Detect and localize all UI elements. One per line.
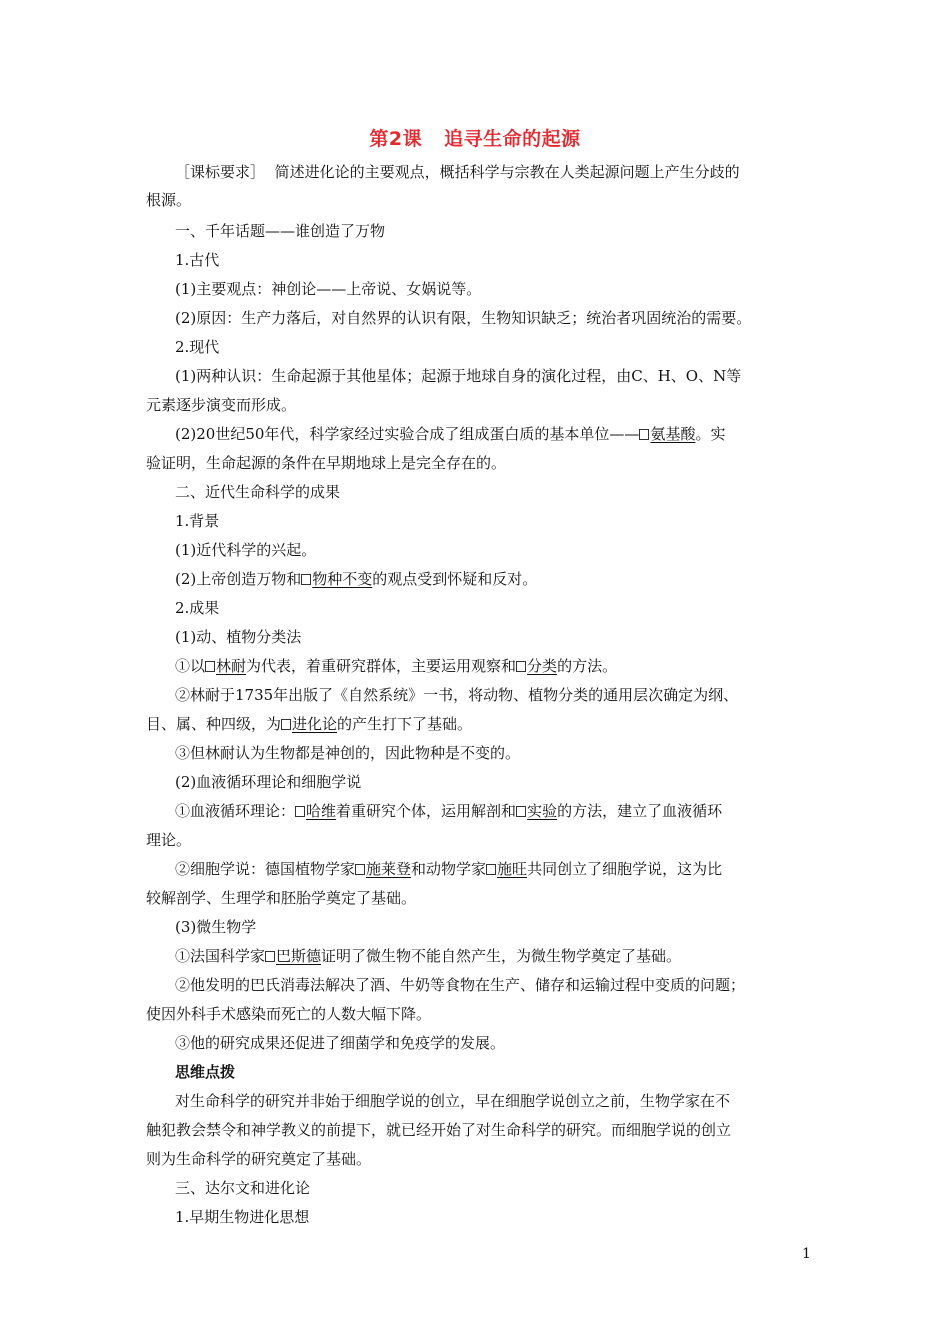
subsection-heading: 1.古代 <box>175 251 220 269</box>
answer-evolution-theory: 进化论 <box>292 715 338 733</box>
list-item <box>175 859 722 879</box>
subsection-heading: 1.背景 <box>175 512 220 530</box>
paragraph <box>175 569 537 589</box>
text: 着重研究个体，运用解剖和 <box>336 802 517 820</box>
list-item-cont: 理论。 <box>146 831 192 849</box>
answer-experiment: 实验 <box>527 802 558 820</box>
paragraph: (1)两种认识：生命起源于其他星体；起源于地球自身的演化过程，由C、H、O、N等 <box>175 367 742 385</box>
list-item: ③但林耐认为生物都是神创的，因此物种是不变的。 <box>175 744 521 762</box>
text: (2)20世纪50年代，科学家经过实验合成了组成蛋白质的基本单位—— <box>175 425 640 443</box>
answer-blank-box <box>281 719 291 730</box>
answer-amino-acid: 氨基酸 <box>650 425 696 443</box>
answer-linnaeus: 林耐 <box>216 657 247 675</box>
text: 目、属、种四级，为 <box>146 715 282 733</box>
answer-schwann: 施旺 <box>497 860 528 878</box>
list-item: ②他发明的巴氏消毒法解决了酒、牛奶等食物在生产、储存和运输过程中变质的问题； <box>175 976 746 994</box>
list-item-cont: 较解剖学、生理学和胚胎学奠定了基础。 <box>146 889 417 907</box>
list-item-cont <box>146 714 472 734</box>
lesson-title <box>0 124 950 151</box>
curriculum-label: ［课标要求］ <box>175 163 266 181</box>
answer-blank-box <box>301 574 311 585</box>
answer-species-fixed: 物种不变 <box>312 570 373 588</box>
paragraph: (3)微生物学 <box>175 918 257 936</box>
answer-blank-box <box>265 951 275 962</box>
answer-pasteur: 巴斯德 <box>276 947 322 965</box>
curriculum-text: 简述进化论的主要观点，概括科学与宗教在人类起源问题上产生分歧的 <box>274 163 740 181</box>
paragraph: (1)近代科学的兴起。 <box>175 541 317 559</box>
text: ①以 <box>175 657 206 675</box>
answer-blank-box <box>639 429 649 440</box>
text: 共同创立了细胞学说，这为比 <box>527 860 723 878</box>
answer-blank-box <box>205 661 215 672</box>
answer-blank-box <box>355 864 365 875</box>
paragraph: (1)主要观点：神创论——上帝说、女娲说等。 <box>175 280 482 298</box>
answer-classification: 分类 <box>527 657 558 675</box>
thinking-tip-heading: 思维点拨 <box>175 1063 236 1081</box>
list-item <box>175 801 722 821</box>
subsection-heading: 2.现代 <box>175 338 220 356</box>
section-heading: 二、近代生命科学的成果 <box>175 483 341 501</box>
paragraph: (2)血液循环理论和细胞学说 <box>175 773 362 791</box>
list-item: ②林耐于1735年出版了《自然系统》一书，将动物、植物分类的通用层次确定为纲、 <box>175 686 739 704</box>
text: ①法国科学家 <box>175 947 266 965</box>
paragraph: (2)原因：生产力落后，对自然界的认识有限，生物知识缺乏；统治者巩固统治的需要。 <box>175 309 752 327</box>
text: 的方法，建立了血液循环 <box>557 802 723 820</box>
section-heading: 一、千年话题——谁创造了万物 <box>175 222 386 240</box>
answer-schleiden: 施莱登 <box>366 860 412 878</box>
text: 。实 <box>695 425 726 443</box>
list-item: ③他的研究成果还促进了细菌学和免疫学的发展。 <box>175 1034 506 1052</box>
paragraph-cont: 验证明，生命起源的条件在早期地球上是完全存在的。 <box>146 454 507 472</box>
section-heading: 三、达尔文和进化论 <box>175 1179 311 1197</box>
text: ①血液循环理论： <box>175 802 296 820</box>
paragraph: (1)动、植物分类法 <box>175 628 302 646</box>
text: 的产生打下了基础。 <box>337 715 473 733</box>
paragraph-cont: 元素逐步演变而形成。 <box>146 396 297 414</box>
text: 的方法。 <box>557 657 618 675</box>
thinking-tip-text: 对生命科学的研究并非始于细胞学说的创立，早在细胞学说创立之前，生物学家在不 <box>175 1092 731 1110</box>
lesson-number: 第2课 <box>369 128 423 150</box>
text: 的观点受到怀疑和反对。 <box>372 570 538 588</box>
page-number: 1 <box>802 1246 811 1262</box>
answer-blank-box <box>295 806 305 817</box>
answer-blank-box <box>516 806 526 817</box>
subsection-heading: 1.早期生物进化思想 <box>175 1208 310 1226</box>
text: ②细胞学说：德国植物学家 <box>175 860 356 878</box>
text: (2)上帝创造万物和 <box>175 570 302 588</box>
curriculum-requirement <box>175 162 740 182</box>
text: 为代表，着重研究群体，主要运用观察和 <box>246 657 517 675</box>
list-item <box>175 946 681 966</box>
thinking-tip-text: 触犯教会禁令和神学教义的前提下，就已经开始了对生命科学的研究。而细胞学说的创立 <box>146 1121 732 1139</box>
subsection-heading: 2.成果 <box>175 599 220 617</box>
lesson-name: 追寻生命的起源 <box>444 128 581 150</box>
answer-blank-box <box>486 864 496 875</box>
answer-blank-box <box>516 661 526 672</box>
text: 和动物学家 <box>411 860 487 878</box>
paragraph <box>175 424 725 444</box>
list-item <box>175 656 617 676</box>
answer-harvey: 哈维 <box>306 802 337 820</box>
curriculum-text-cont: 根源。 <box>146 191 192 209</box>
thinking-tip-text: 则为生命科学的研究奠定了基础。 <box>146 1150 372 1168</box>
list-item-cont: 使因外科手术感染而死亡的人数大幅下降。 <box>146 1005 432 1023</box>
text: 证明了微生物不能自然产生，为微生物学奠定了基础。 <box>321 947 682 965</box>
